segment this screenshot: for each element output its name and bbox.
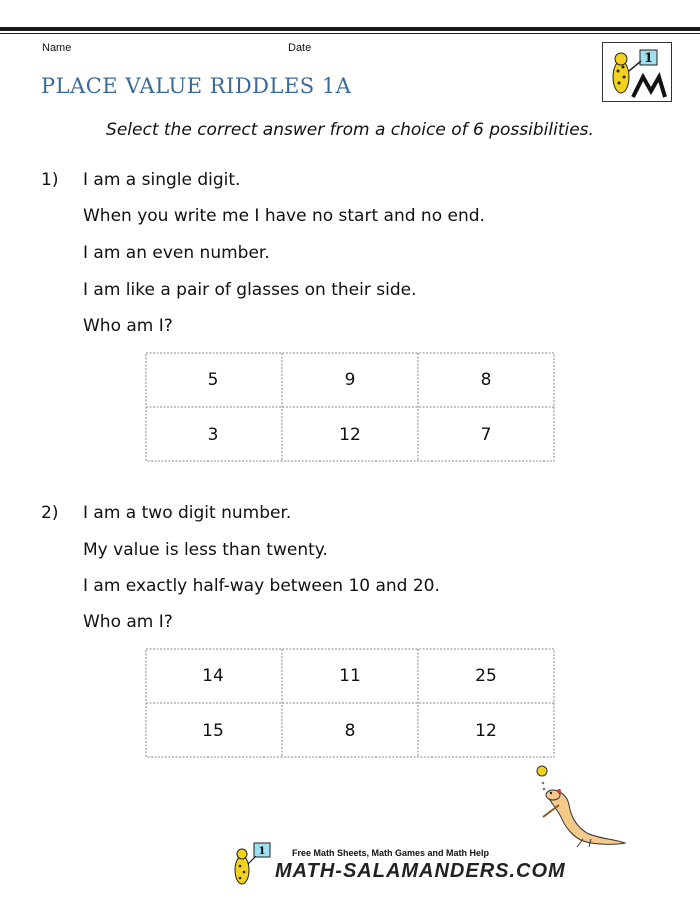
riddle-1-line-3: I am an even number. [83, 243, 270, 263]
salamander-logo [602, 42, 672, 102]
choice-option[interactable]: 11 [339, 665, 361, 686]
riddle-1-line-1: I am a single digit. [83, 170, 241, 190]
choice-option[interactable]: 8 [344, 720, 356, 741]
riddle-1-question: Who am I? [83, 316, 173, 336]
footer-logo-icon [228, 840, 276, 888]
riddle-1-choices [145, 352, 555, 462]
choice-option[interactable]: 8 [480, 369, 492, 390]
page-title: PLACE VALUE RIDDLES 1A [41, 74, 352, 98]
date-label: Date [288, 42, 312, 54]
name-label: Name [42, 42, 72, 54]
choice-option[interactable]: 12 [475, 720, 497, 741]
instructions: Select the correct answer from a choice of 6 possibilities. [106, 120, 594, 140]
riddle-2-number: 2) [41, 503, 59, 523]
footer-logo-badge: 1 [258, 846, 266, 857]
choice-option[interactable]: 25 [475, 665, 497, 686]
choice-option[interactable]: 14 [202, 665, 224, 686]
logo-badge: 1 [643, 51, 654, 66]
riddle-1-line-2: When you write me I have no start and no end. [83, 206, 485, 226]
choice-option[interactable]: 12 [339, 424, 361, 445]
footer-tagline: Free Math Sheets, Math Games and Math Help [292, 848, 490, 858]
riddle-1-line-4: I am like a pair of glasses on their side. [83, 280, 417, 300]
choice-option[interactable]: 15 [202, 720, 224, 741]
riddle-2-question: Who am I? [83, 612, 173, 632]
salamander-illustration-icon [525, 765, 635, 850]
choice-option[interactable]: 5 [207, 369, 219, 390]
salamander-logo-icon [603, 43, 671, 101]
choice-option[interactable]: 7 [480, 424, 492, 445]
riddle-2-choices [145, 648, 555, 758]
choice-option[interactable]: 9 [344, 369, 356, 390]
top-rule-thin [0, 33, 700, 34]
riddle-1-number: 1) [41, 170, 59, 190]
riddle-2-line-3: I am exactly half-way between 10 and 20. [83, 576, 440, 596]
choice-option[interactable]: 3 [207, 424, 219, 445]
riddle-2-line-1: I am a two digit number. [83, 503, 292, 523]
riddle-2-line-2: My value is less than twenty. [83, 540, 328, 560]
top-rule [0, 27, 700, 31]
footer-brand[interactable]: MATH-SALAMANDERS.COM [275, 860, 566, 882]
